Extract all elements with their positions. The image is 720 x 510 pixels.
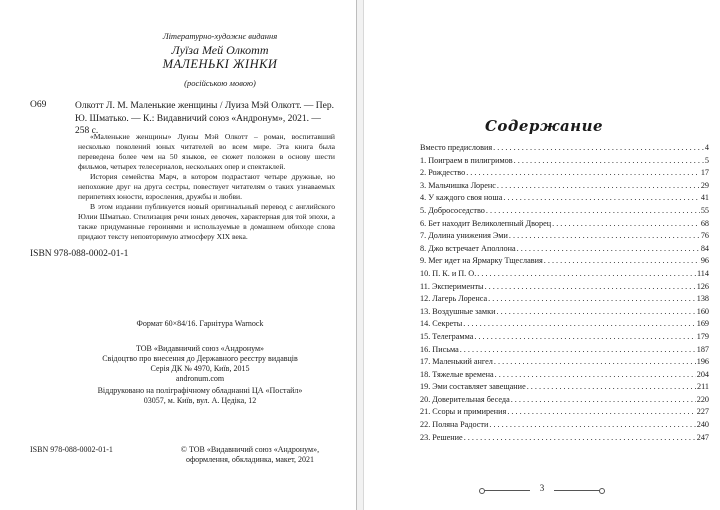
toc-entry xyxy=(420,419,709,432)
toc-entry-page: 196 xyxy=(696,357,709,367)
toc-entry-page: 5 xyxy=(704,155,709,165)
toc-entry-page: 4 xyxy=(704,143,709,152)
publisher-info xyxy=(80,344,320,384)
toc-entry xyxy=(420,268,709,281)
publisher-website: andronum.com xyxy=(175,374,225,383)
toc-leader-dots xyxy=(477,268,696,281)
page-footer xyxy=(482,483,602,495)
toc-entry xyxy=(420,155,709,168)
toc-entry-page: 55 xyxy=(700,205,709,215)
toc-entry xyxy=(420,369,709,382)
toc-entry xyxy=(420,218,709,231)
toc-entry xyxy=(420,142,709,155)
language-note: (російською мовою) xyxy=(184,78,256,88)
annotation-paragraph-2: История семейства Марч, в котором подрастают четыре дружные, но непохожие друг на друга сестры, повествует читателям о таких узнаваемых перипетиях юности, взросления, дружбы и любви. xyxy=(78,172,335,201)
toc-entry-page: 169 xyxy=(696,319,709,329)
toc-entry-page: 17 xyxy=(700,168,709,178)
toc-entry-title: 20. Доверительная беседа xyxy=(420,394,510,404)
toc-entry xyxy=(420,381,709,394)
toc-entry xyxy=(420,293,709,306)
toc-entry-page: 204 xyxy=(696,369,709,379)
toc-leader-dots xyxy=(466,167,700,180)
toc-entry-title: 17. Маленький ангел xyxy=(420,357,493,367)
toc-entry-title: 19. Эми составляет завещание xyxy=(420,382,526,392)
toc-entry-page: 84 xyxy=(700,243,709,253)
annotation-paragraph-1: «Маленькие женщины» Луизы Мэй Олкотт – роман, воспитавший несколько поколений юных читателей во всем мире. Эта книга была переведена более чем на 50 языков, ее сюжет положен в основу шести фильмов, четырех телесериалов, нескольких опер и спектаклей. xyxy=(78,132,335,171)
printer-address: 03057, м. Київ, вул. А. Цедіка, 12 xyxy=(143,396,257,405)
toc-entry-title: 11. Эксперименты xyxy=(420,281,484,291)
udk-code: О69 xyxy=(30,100,47,110)
toc-leader-dots xyxy=(489,419,695,432)
toc-leader-dots xyxy=(496,306,695,319)
publisher-certificate: Свідоцтво про внесення до Державного реєстру видавців xyxy=(102,354,298,363)
toc-entry-page: 160 xyxy=(696,306,709,316)
toc-entry-title: 9. Мег идет на Ярмарку Тщеславия xyxy=(420,256,543,266)
toc-entry xyxy=(420,180,709,193)
toc-entry-title: 7. Долина унижения Эми xyxy=(420,231,508,241)
toc-entry-title: 16. Письма xyxy=(420,344,459,354)
copyright-notice xyxy=(155,445,345,465)
toc-entry-title: 14. Секреты xyxy=(420,319,463,329)
toc-entry-title: 15. Телеграмма xyxy=(420,331,474,341)
toc-entry-title: 4. У каждого своя ноша xyxy=(420,193,503,203)
toc-entry-title: 1. Поиграем в пилигримов xyxy=(420,155,513,165)
publisher-series: Серія ДК № 4970, Київ, 2015 xyxy=(150,364,250,373)
book-title: МАЛЕНЬКІ ЖІНКИ xyxy=(162,57,278,71)
toc-entry-title: 3. Мальчишка Лоренс xyxy=(420,180,496,190)
format-line: Формат 60×84/16. Гарнітура Warnock xyxy=(136,319,264,328)
toc-entry-page: 41 xyxy=(700,193,709,203)
toc-entry-title: 23. Решение xyxy=(420,432,463,442)
toc-leader-dots xyxy=(527,381,696,394)
toc-leader-dots xyxy=(514,155,704,168)
toc-entry-title: 13. Воздушные замки xyxy=(420,306,496,316)
right-page xyxy=(364,0,720,510)
toc-entry xyxy=(420,255,709,268)
copyright-line-1: © ТОВ «Видавничий союз «Андронум», xyxy=(180,445,320,454)
toc-entry xyxy=(420,394,709,407)
printer-info xyxy=(80,386,320,406)
book-spine xyxy=(356,0,364,510)
toc-entry-page: 29 xyxy=(700,180,709,190)
toc-leader-dots xyxy=(464,432,696,445)
toc-leader-dots xyxy=(463,318,695,331)
left-page xyxy=(0,0,356,510)
toc-leader-dots xyxy=(552,218,700,231)
publisher-name: ТОВ «Видавничий союз «Андронум» xyxy=(135,344,265,353)
toc-entry-page: 68 xyxy=(700,218,709,228)
toc-entry xyxy=(420,205,709,218)
toc-leader-dots xyxy=(494,356,696,369)
toc-entry-page: 138 xyxy=(696,294,709,304)
toc-entry xyxy=(420,281,709,294)
toc-entry xyxy=(420,331,709,344)
series-label: Літературно-художнє видання xyxy=(162,31,278,41)
toc-entry-page: 220 xyxy=(696,394,709,404)
isbn-bottom: ISBN 978-088-0002-01-1 xyxy=(30,445,113,454)
toc-entry-title: 8. Джо встречает Аполлона xyxy=(420,243,516,253)
toc-leader-dots xyxy=(486,205,700,218)
toc-entry-page: 247 xyxy=(696,432,709,442)
toc-entry-page: 76 xyxy=(700,231,709,241)
toc-entry xyxy=(420,192,709,205)
toc-leader-dots xyxy=(485,281,696,294)
toc-entry-page: 211 xyxy=(697,382,709,392)
toc-leader-dots xyxy=(493,142,704,155)
toc-entry-title: 21. Ссоры и примирения xyxy=(420,407,507,417)
toc-entry xyxy=(420,318,709,331)
toc-entry xyxy=(420,306,709,319)
toc-leader-dots xyxy=(488,293,696,306)
toc-entry-title: 2. Рождество xyxy=(420,168,466,178)
toc-leader-dots xyxy=(503,192,699,205)
toc-leader-dots xyxy=(517,243,700,256)
toc-entry-title: 22. Поляна Радости xyxy=(420,420,489,430)
toc-leader-dots xyxy=(507,406,695,419)
page-number: 3 xyxy=(539,483,545,493)
toc-entry-title: 6. Бет находит Великолепный Дворец xyxy=(420,218,552,228)
toc-leader-dots xyxy=(460,344,696,357)
toc-leader-dots xyxy=(509,230,700,243)
isbn-main: ISBN 978-088-0002-01-1 xyxy=(30,249,129,259)
toc-entry xyxy=(420,167,709,180)
toc-heading: Содержание xyxy=(484,117,604,135)
toc-entry xyxy=(420,344,709,357)
entry-line-2: Ю. Шматько. — К.: Видавничий союз «Андронум», 2021. — 258 с. xyxy=(75,113,321,136)
toc-entry xyxy=(420,243,709,256)
toc-leader-dots xyxy=(495,369,696,382)
toc-leader-dots xyxy=(497,180,700,193)
toc-entry-page: 126 xyxy=(696,281,709,291)
footer-ornament-right xyxy=(554,490,602,491)
toc-entry-page: 96 xyxy=(700,256,709,266)
toc-leader-dots xyxy=(474,331,695,344)
toc-leader-dots xyxy=(511,394,696,407)
toc-entry xyxy=(420,230,709,243)
toc-entry-page: 240 xyxy=(696,420,709,430)
table-of-contents xyxy=(420,142,709,444)
toc-entry-page: 187 xyxy=(696,344,709,354)
toc-entry-title: 10. П. К. и П. О. xyxy=(420,268,477,278)
toc-entry-page: 114 xyxy=(697,268,709,278)
toc-entry-title: 18. Тяжелые времена xyxy=(420,369,494,379)
toc-entry-title: 5. Добрососедство xyxy=(420,205,485,215)
book-author: Луїза Мей Олкотт xyxy=(171,43,269,57)
annotation-paragraph-3: В этом издании публикуется новый оригинальный перевод с английского Юлии Шматько. Стилизация речи юных девочек, характерная для той эпохи, а также придуманные героинями и используемые в домашнем обиходе слова придают тексту неповторимую атмосферу XIX века. xyxy=(78,202,335,241)
toc-entry xyxy=(420,432,709,445)
toc-entry-page: 179 xyxy=(696,331,709,341)
entry-line-1: Олкотт Л. М. Маленькие женщины / Луиза Мэй Олкотт. — Пер. xyxy=(75,101,334,111)
toc-leader-dots xyxy=(544,255,700,268)
toc-entry xyxy=(420,406,709,419)
toc-entry-page: 227 xyxy=(696,407,709,417)
printer-name: Віддруковано на поліграфічному обладнанні ЦА «Постайл» xyxy=(97,386,303,395)
toc-entry-title: Вместо предисловия xyxy=(420,143,493,152)
copyright-line-2: оформлення, обкладинка, макет, 2021 xyxy=(185,455,315,464)
toc-entry-title: 12. Лагерь Лоренса xyxy=(420,294,488,304)
annotation xyxy=(78,132,335,242)
toc-entry xyxy=(420,356,709,369)
